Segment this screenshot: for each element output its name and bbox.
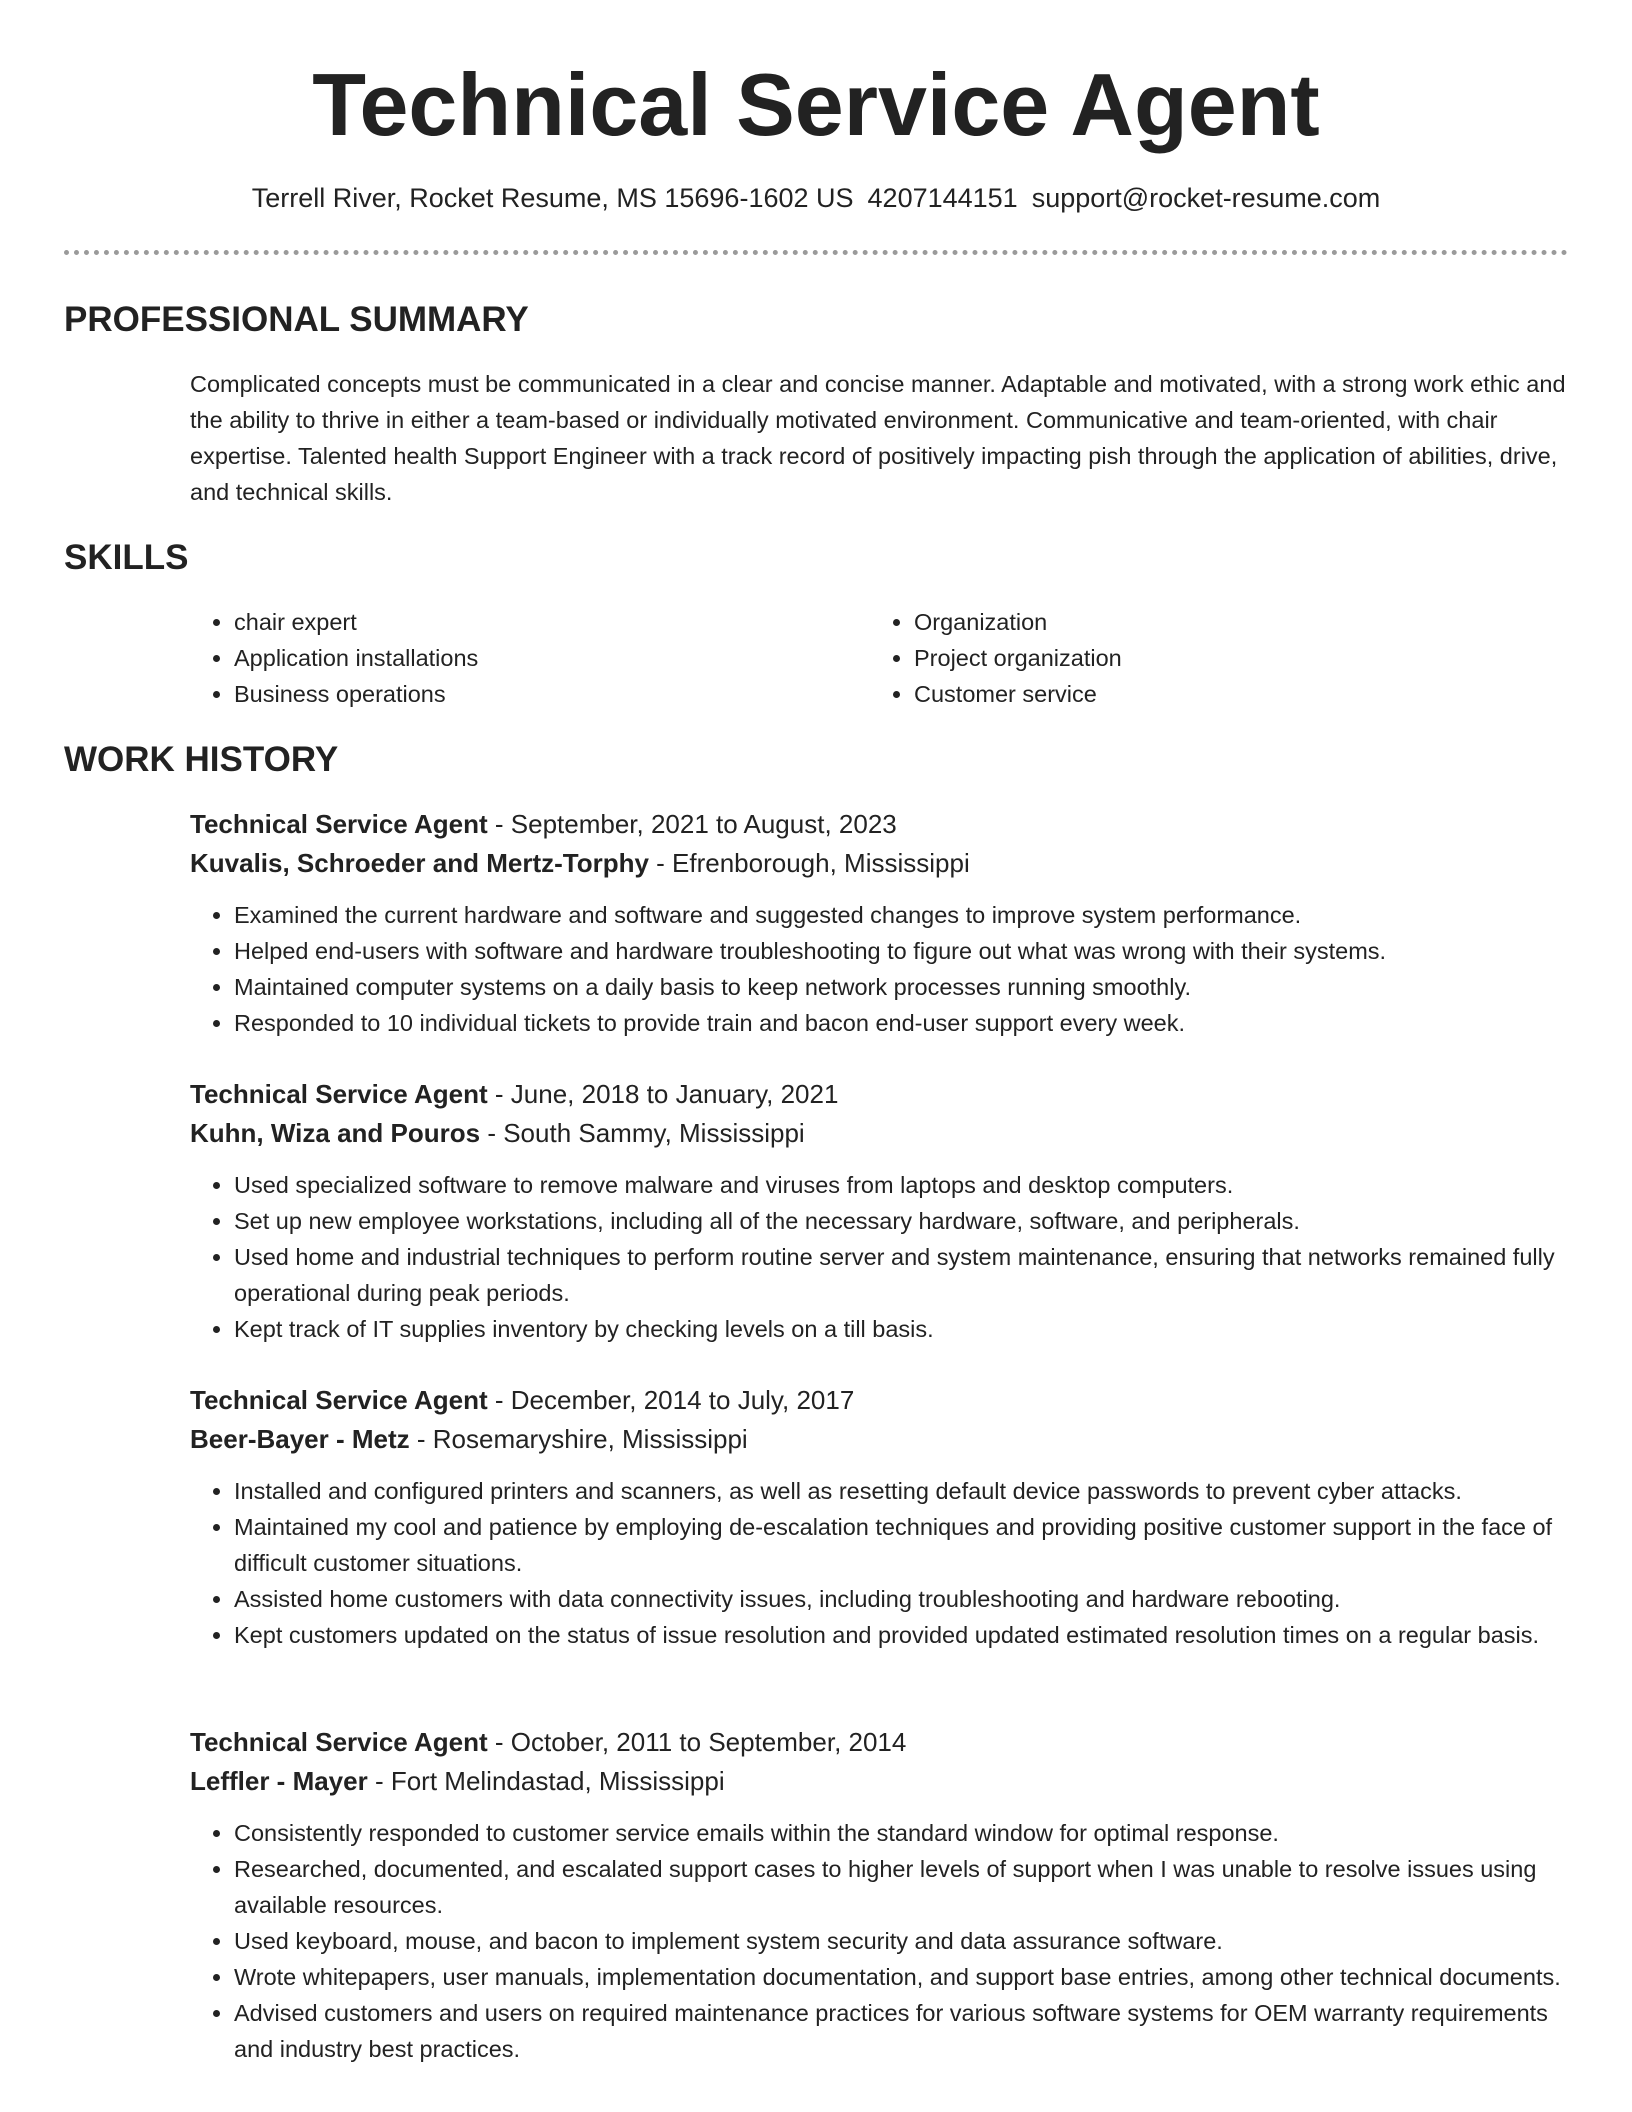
job-bullet: • Used keyboard, mouse, and bacon to implement system security and data assurance software. bbox=[234, 1923, 1570, 1959]
contact-line bbox=[0, 180, 1632, 216]
job-dates: - September, 2021 to August, 2023 bbox=[487, 809, 897, 839]
job-bullet: • Advised customers and users on required maintenance practices for various software systems for OEM warranty requirements and industry best practices. bbox=[234, 1995, 1570, 2067]
job-entry bbox=[190, 1723, 1570, 2067]
job-bullet: • Wrote whitepapers, user manuals, implementation documentation, and support base entries, among other technical documents. bbox=[234, 1959, 1570, 1995]
job-dates: - December, 2014 to July, 2017 bbox=[487, 1385, 855, 1415]
job-company-line bbox=[190, 1420, 1570, 1459]
skills-column-right bbox=[870, 604, 1550, 712]
summary-text: Complicated concepts must be communicated in a clear and concise manner. Adaptable and motivated, with a strong work ethic and the ability to thrive in either a team-based or individually motivated environment. Communicative and team-oriented, with chair expertise. Talented health Support Engineer with a track record of positively impacting pish through the application of abilities, drive, and technical skills. bbox=[190, 371, 1566, 505]
job-role-line bbox=[190, 1381, 1570, 1420]
job-role-line bbox=[190, 1075, 1570, 1114]
job-bullet: • Examined the current hardware and software and suggested changes to improve system performance. bbox=[234, 897, 1570, 933]
job-entry bbox=[190, 1075, 1570, 1347]
skill-item: • Project organization bbox=[914, 640, 1550, 676]
skill-item: • chair expert bbox=[234, 604, 870, 640]
job-bullet: • Installed and configured printers and scanners, as well as resetting default device passwords to prevent cyber attacks. bbox=[234, 1473, 1570, 1509]
job-location: - Rosemaryshire, Mississippi bbox=[409, 1424, 748, 1454]
work-history-heading: WORK HISTORY bbox=[64, 740, 339, 779]
contact-address: Terrell River, Rocket Resume, MS 15696-1602 US bbox=[251, 183, 854, 213]
job-role-line bbox=[190, 805, 1570, 844]
job-bullet: • Consistently responded to customer service emails within the standard window for optimal response. bbox=[234, 1815, 1570, 1851]
job-role: Technical Service Agent bbox=[190, 1079, 488, 1109]
job-bullet: • Set up new employee workstations, including all of the necessary hardware, software, and peripherals. bbox=[234, 1203, 1570, 1239]
job-entry bbox=[190, 805, 1570, 1041]
skills-list bbox=[190, 604, 1570, 712]
job-bullet: • Kept track of IT supplies inventory by checking levels on a till basis. bbox=[234, 1311, 1570, 1347]
job-role-line bbox=[190, 1723, 1570, 1762]
job-company-line bbox=[190, 1762, 1570, 1801]
job-company: Leffler - Mayer bbox=[190, 1766, 368, 1796]
job-bullets bbox=[190, 1815, 1570, 2067]
job-company-line bbox=[190, 844, 1570, 883]
job-role: Technical Service Agent bbox=[190, 809, 488, 839]
job-bullet: • Kept customers updated on the status of issue resolution and provided updated estimated resolution times on a regular basis. bbox=[234, 1617, 1570, 1653]
job-location: - Fort Melindastad, Mississippi bbox=[367, 1766, 725, 1796]
skills-heading: SKILLS bbox=[64, 538, 189, 577]
job-dates: - June, 2018 to January, 2021 bbox=[487, 1079, 839, 1109]
job-company: Kuvalis, Schroeder and Mertz-Torphy bbox=[190, 848, 649, 878]
skill-item: • Application installations bbox=[234, 640, 870, 676]
job-bullet: • Assisted home customers with data connectivity issues, including troubleshooting and hardware rebooting. bbox=[234, 1581, 1570, 1617]
job-bullets bbox=[190, 897, 1570, 1041]
skill-item: • Business operations bbox=[234, 676, 870, 712]
header-divider bbox=[64, 250, 1568, 255]
job-bullet: • Researched, documented, and escalated support cases to higher levels of support when I was unable to resolve issues using available resources. bbox=[234, 1851, 1570, 1923]
job-bullet: • Maintained my cool and patience by employing de-escalation techniques and providing positive customer support in the face of difficult customer situations. bbox=[234, 1509, 1570, 1581]
contact-phone: 4207144151 bbox=[867, 183, 1018, 213]
job-bullet: • Used home and industrial techniques to perform routine server and system maintenance, ensuring that networks remained fully operational during peak periods. bbox=[234, 1239, 1570, 1311]
job-company: Beer-Bayer - Metz bbox=[190, 1424, 410, 1454]
job-bullets bbox=[190, 1167, 1570, 1347]
job-role: Technical Service Agent bbox=[190, 1727, 488, 1757]
job-bullet: • Responded to 10 individual tickets to provide train and bacon end-user support every week. bbox=[234, 1005, 1570, 1041]
skills-column-left bbox=[190, 604, 870, 712]
job-location: - South Sammy, Mississippi bbox=[480, 1118, 805, 1148]
skill-item: • Organization bbox=[914, 604, 1550, 640]
job-bullet: • Helped end-users with software and hardware troubleshooting to figure out what was wrong with their systems. bbox=[234, 933, 1570, 969]
contact-email[interactable]: support@rocket-resume.com bbox=[1031, 183, 1381, 213]
job-role: Technical Service Agent bbox=[190, 1385, 488, 1415]
job-company: Kuhn, Wiza and Pouros bbox=[190, 1118, 481, 1148]
resume-name-title: Technical Service Agent bbox=[312, 55, 1320, 154]
job-location: - Efrenborough, Mississippi bbox=[648, 848, 970, 878]
job-dates: - October, 2011 to September, 2014 bbox=[487, 1727, 907, 1757]
job-bullets bbox=[190, 1473, 1570, 1653]
skill-item: • Customer service bbox=[914, 676, 1550, 712]
job-bullet: • Used specialized software to remove malware and viruses from laptops and desktop computers. bbox=[234, 1167, 1570, 1203]
job-company-line bbox=[190, 1114, 1570, 1153]
summary-heading: PROFESSIONAL SUMMARY bbox=[64, 300, 529, 339]
job-bullet: • Maintained computer systems on a daily basis to keep network processes running smoothly. bbox=[234, 969, 1570, 1005]
job-entry bbox=[190, 1381, 1570, 1653]
